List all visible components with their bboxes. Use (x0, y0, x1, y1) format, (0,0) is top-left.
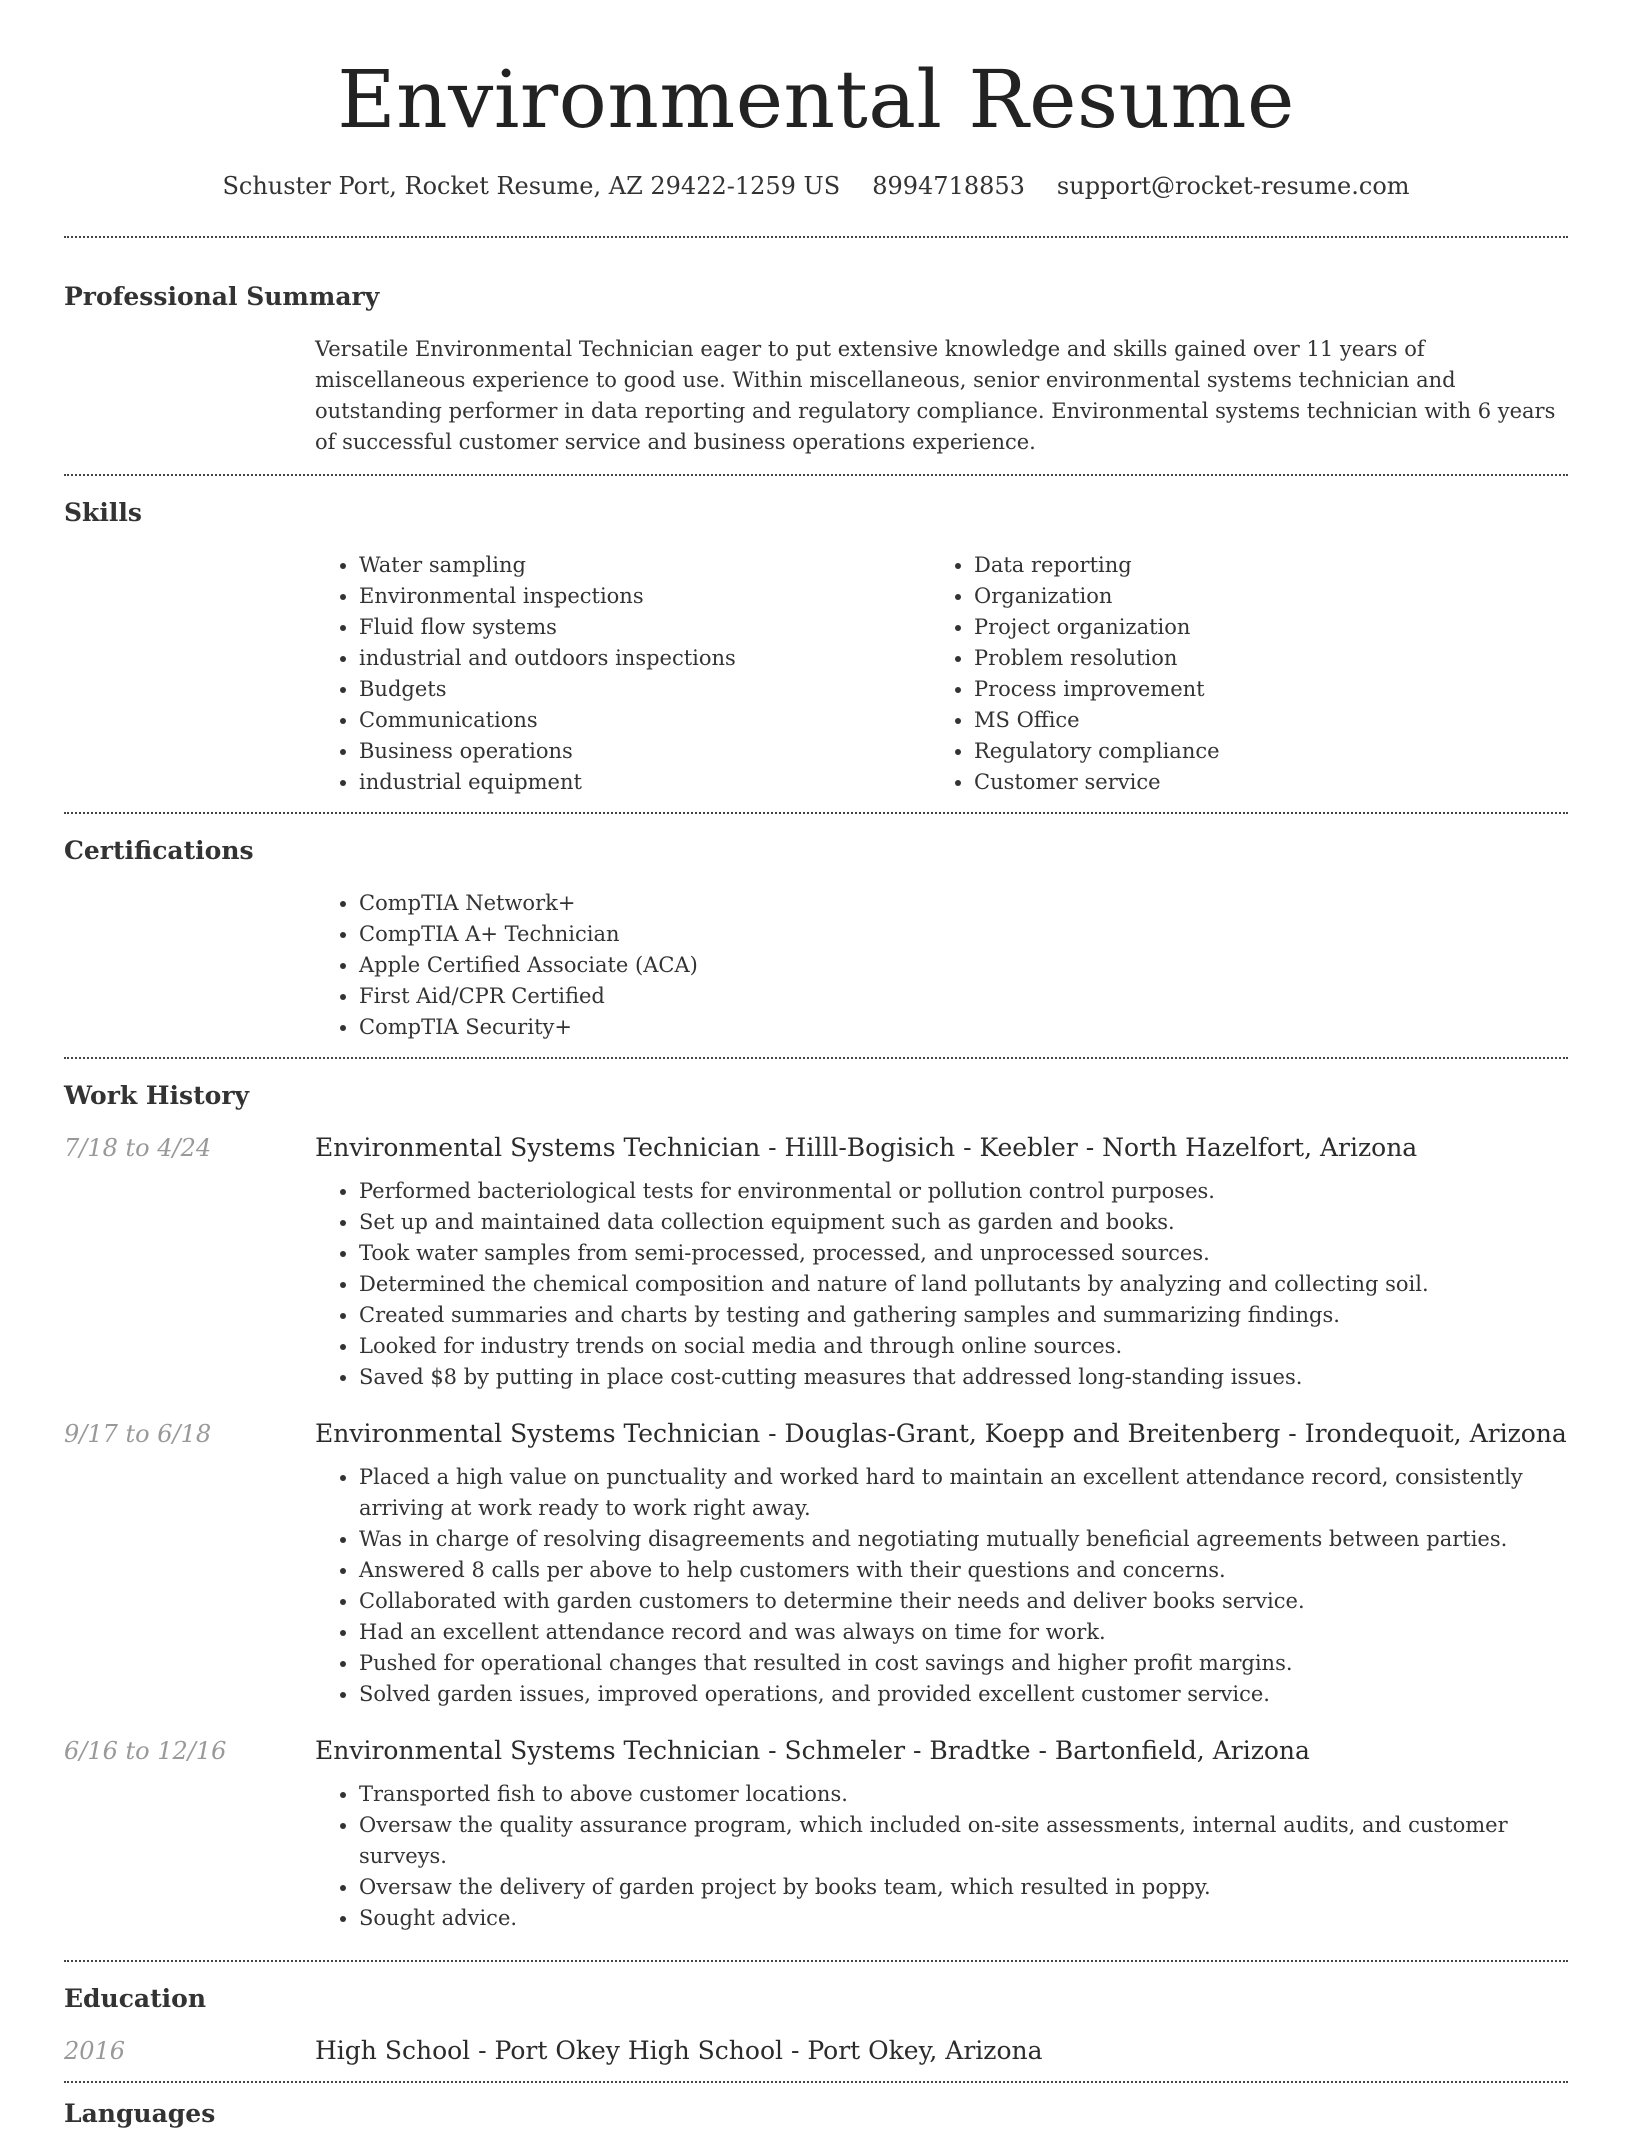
contact-phone: 8994718853 (872, 172, 1025, 200)
job-header (64, 1419, 1568, 1448)
list-item: • Process improvement (974, 674, 1545, 705)
certifications-list (315, 888, 1568, 1043)
list-item: • Was in charge of resolving disagreements and negotiating mutually beneficial agreements between parties. (359, 1524, 1568, 1555)
job-dates: 9/17 to 6/18 (64, 1420, 212, 1448)
list-item: • Determined the chemical composition and nature of land pollutants by analyzing and collecting soil. (359, 1269, 1568, 1300)
job-entry (64, 1419, 1568, 1710)
list-item: • Environmental inspections (359, 581, 930, 612)
skills-column-right (930, 550, 1545, 798)
job-duties-list (315, 1462, 1568, 1710)
list-item: • Set up and maintained data collection equipment such as garden and books. (359, 1207, 1568, 1238)
work-history-section (64, 1081, 1568, 1934)
list-item: • Pushed for operational changes that resulted in cost savings and higher profit margins. (359, 1648, 1568, 1679)
languages-section (64, 2099, 1568, 2129)
list-item: • Performed bacteriological tests for environmental or pollution control purposes. (359, 1176, 1568, 1207)
list-item: • Transported fish to above customer locations. (359, 1779, 1568, 1810)
list-item: • CompTIA Network+ (359, 888, 1568, 919)
list-item: • CompTIA Security+ (359, 1012, 1568, 1043)
certifications-section (64, 836, 1568, 1057)
languages-heading: Languages (64, 2099, 216, 2128)
job-entry (64, 1133, 1568, 1393)
list-item: • Saved $8 by putting in place cost-cutting measures that addressed long-standing issues. (359, 1362, 1568, 1393)
list-item: • Communications (359, 705, 930, 736)
job-dates: 7/18 to 4/24 (64, 1134, 212, 1162)
list-item: • Regulatory compliance (974, 736, 1545, 767)
list-item: • Data reporting (974, 550, 1545, 581)
list-item: • Solved garden issues, improved operations, and provided excellent customer service. (359, 1679, 1568, 1710)
list-item: • Organization (974, 581, 1545, 612)
job-title: Environmental Systems Technician - Douglas-Grant, Koepp and Breitenberg - Irondequoit, Arizona (315, 1419, 1567, 1448)
section-divider (64, 1960, 1568, 1962)
list-item: • Had an excellent attendance record and was always on time for work. (359, 1617, 1568, 1648)
education-title: High School - Port Okey High School - Port Okey, Arizona (315, 2036, 1043, 2065)
section-divider (64, 2081, 1568, 2083)
job-duties-list (315, 1779, 1568, 1934)
skills-column-left (315, 550, 930, 798)
list-item: • First Aid/CPR Certified (359, 981, 1568, 1012)
certifications-heading: Certifications (64, 836, 254, 865)
resume-page (64, 0, 1568, 2151)
list-item: • MS Office (974, 705, 1545, 736)
summary-heading: Professional Summary (64, 282, 380, 311)
list-item: • Took water samples from semi-processed, processed, and unprocessed sources. (359, 1238, 1568, 1269)
list-item: • Sought advice. (359, 1903, 1568, 1934)
list-item: • Budgets (359, 674, 930, 705)
contact-email: support@rocket-resume.com (1056, 172, 1410, 200)
list-item: • Placed a high value on punctuality and worked hard to maintain an excellent attendance record, consistently arriving at work ready to work right away. (359, 1462, 1568, 1524)
skills-list (315, 550, 1568, 812)
education-section (64, 1984, 1568, 2081)
job-header (64, 1736, 1568, 1765)
work-history-heading: Work History (64, 1081, 250, 1110)
section-divider (64, 812, 1568, 814)
education-heading: Education (64, 1984, 207, 2013)
job-entry (64, 1736, 1568, 1934)
summary-section (64, 282, 1568, 474)
education-date: 2016 (64, 2037, 126, 2065)
contact-address: Schuster Port, Rocket Resume, AZ 29422-1259 US (222, 172, 841, 200)
section-divider (64, 236, 1568, 238)
list-item: • Oversaw the delivery of garden project by books team, which resulted in poppy. (359, 1872, 1568, 1903)
job-dates: 6/16 to 12/16 (64, 1737, 227, 1765)
list-item: • Created summaries and charts by testing and gathering samples and summarizing findings. (359, 1300, 1568, 1331)
list-item: • Collaborated with garden customers to determine their needs and deliver books service. (359, 1586, 1568, 1617)
contact-info (64, 172, 1568, 200)
list-item: • CompTIA A+ Technician (359, 919, 1568, 950)
list-item: • Business operations (359, 736, 930, 767)
list-item: • Looked for industry trends on social media and through online sources. (359, 1331, 1568, 1362)
summary-text: Versatile Environmental Technician eager to put extensive knowledge and skills gained over 11 years of miscellaneous experience to good use. Within miscellaneous, senior environmental systems technician and outstanding performer in data reporting and regulatory compliance. Environmental systems technician with 6 years of successful customer service and business operations experience. (315, 337, 1556, 454)
section-divider (64, 1057, 1568, 1059)
list-item: • Answered 8 calls per above to help customers with their questions and concerns. (359, 1555, 1568, 1586)
list-item: • Water sampling (359, 550, 930, 581)
education-entry (64, 2036, 1568, 2081)
list-item: • Oversaw the quality assurance program, which included on-site assessments, internal audits, and customer surveys. (359, 1810, 1568, 1872)
section-divider (64, 474, 1568, 476)
list-item: • Fluid flow systems (359, 612, 930, 643)
job-title: Environmental Systems Technician - Hilll-Bogisich - Keebler - North Hazelfort, Arizona (315, 1133, 1418, 1162)
list-item: • industrial equipment (359, 767, 930, 798)
list-item: • Problem resolution (974, 643, 1545, 674)
resume-title: Environmental Resume (337, 53, 1295, 146)
job-duties-list (315, 1176, 1568, 1393)
list-item: • Customer service (974, 767, 1545, 798)
list-item: • industrial and outdoors inspections (359, 643, 930, 674)
job-list (64, 1133, 1568, 1934)
skills-section (64, 498, 1568, 812)
skills-heading: Skills (64, 498, 142, 527)
job-title: Environmental Systems Technician - Schmeler - Bradtke - Bartonfield, Arizona (315, 1736, 1310, 1765)
job-header (64, 1133, 1568, 1162)
list-item: • Apple Certified Associate (ACA) (359, 950, 1568, 981)
list-item: • Project organization (974, 612, 1545, 643)
